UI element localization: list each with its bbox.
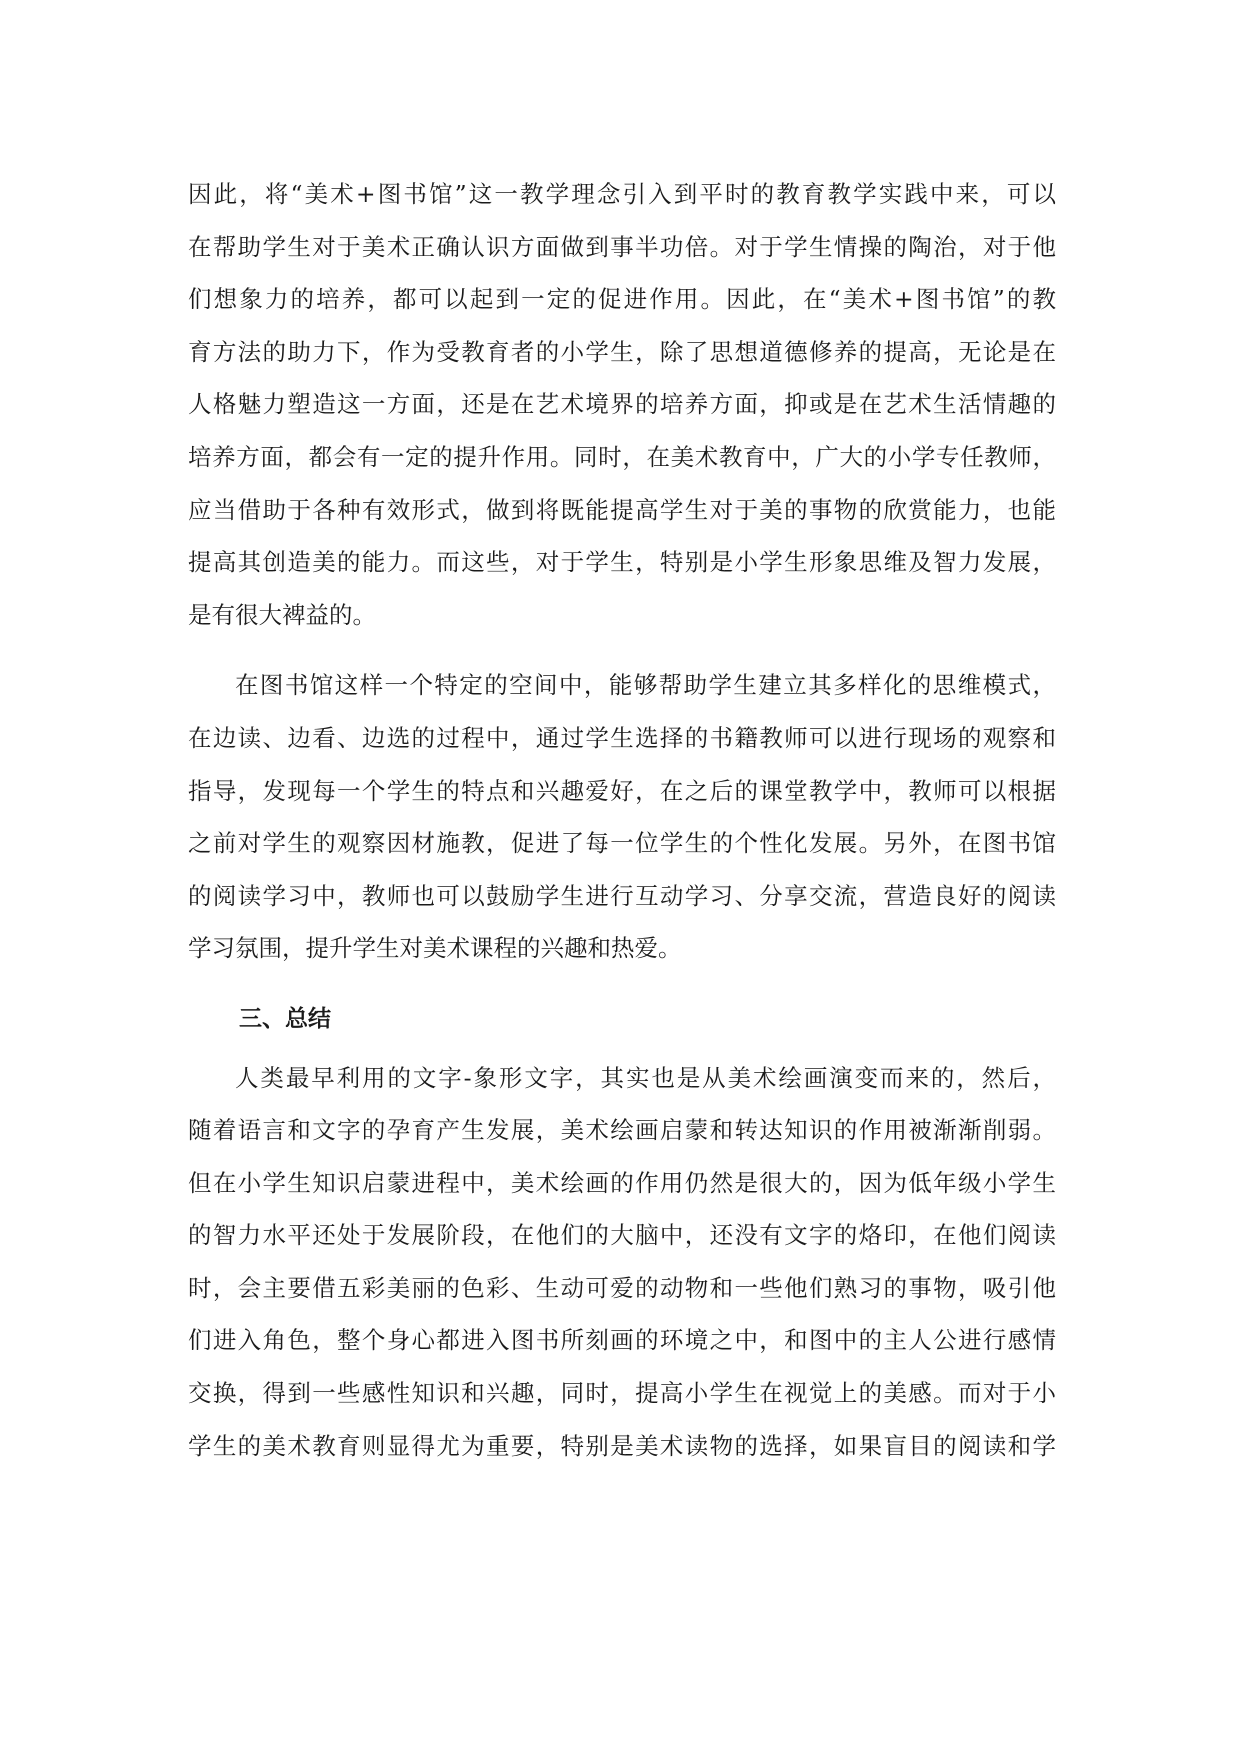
- paragraph-1-line: 人格魅力塑造这一方面，还是在艺术境界的培养方面，抑或是在艺术生活情趣的: [188, 390, 1056, 419]
- paragraph-1: [188, 168, 1056, 641]
- section-heading: 三、总结: [239, 1005, 331, 1032]
- paragraph-3-line: 人类最早利用的文字-象形文字，其实也是从美术绘画演变而来的，然后，: [235, 1063, 1056, 1092]
- paragraph-1-line: 培养方面，都会有一定的提升作用。同时，在美术教育中，广大的小学专任教师，: [188, 442, 1056, 471]
- paragraph-3-line: 但在小学生知识启蒙进程中，美术绘画的作用仍然是很大的，因为低年级小学生: [188, 1168, 1056, 1197]
- paragraph-3: [188, 1052, 1056, 1473]
- paragraph-3-line: 交换，得到一些感性知识和兴趣，同时，提高小学生在视觉上的美感。而对于小: [188, 1379, 1056, 1408]
- paragraph-2-line: 的阅读学习中，教师也可以鼓励学生进行互动学习、分享交流，营造良好的阅读: [188, 881, 1056, 910]
- paragraph-3-line: 们进入角色，整个身心都进入图书所刻画的环境之中，和图中的主人公进行感情: [188, 1326, 1056, 1355]
- paragraph-3-line: 的智力水平还处于发展阶段，在他们的大脑中，还没有文字的烙印，在他们阅读: [188, 1221, 1056, 1250]
- paragraph-3-line: 随着语言和文字的孕育产生发展，美术绘画启蒙和转达知识的作用被渐渐削弱。: [188, 1116, 1056, 1145]
- paragraph-1-line: 因此，将“美术+图书馆”这一教学理念引入到平时的教育教学实践中来，可以: [188, 180, 1056, 208]
- paragraph-1-line: 们想象力的培养，都可以起到一定的促进作用。因此，在“美术+图书馆”的教: [188, 285, 1056, 314]
- paragraph-2-line: 学习氛围，提升学生对美术课程的兴趣和热爱。: [188, 934, 682, 963]
- paragraph-1-line: 育方法的助力下，作为受教育者的小学生，除了思想道德修养的提高，无论是在: [188, 337, 1056, 366]
- paragraph-1-line: 是有很大裨益的。: [188, 600, 376, 629]
- paragraph-3-line: 时，会主要借五彩美丽的色彩、生动可爱的动物和一些他们熟习的事物，吸引他: [188, 1273, 1056, 1302]
- paragraph-1-line: 在帮助学生对于美术正确认识方面做到事半功倍。对于学生情操的陶治，对于他: [188, 232, 1056, 261]
- paragraph-1-line: 提高其创造美的能力。而这些，对于学生，特别是小学生形象思维及智力发展，: [188, 548, 1056, 577]
- paragraph-2-line: 在图书馆这样一个特定的空间中，能够帮助学生建立其多样化的思维模式，: [235, 671, 1056, 700]
- paragraph-2-line: 在边读、边看、边选的过程中，通过学生选择的书籍教师可以进行现场的观察和: [188, 723, 1056, 752]
- paragraph-2: [188, 659, 1056, 975]
- paragraph-3-line: 学生的美术教育则显得尤为重要，特别是美术读物的选择，如果盲目的阅读和学: [188, 1431, 1056, 1460]
- document-page: [188, 168, 1056, 1472]
- paragraph-2-line: 之前对学生的观察因材施教，促进了每一位学生的个性化发展。另外，在图书馆: [188, 829, 1056, 858]
- paragraph-1-line: 应当借助于各种有效形式，做到将既能提高学生对于美的事物的欣赏能力，也能: [188, 495, 1056, 524]
- paragraph-2-line: 指导，发现每一个学生的特点和兴趣爱好，在之后的课堂教学中，教师可以根据: [188, 776, 1056, 805]
- paragraph-spacer: [188, 641, 1056, 659]
- paragraph-spacer: [188, 975, 1056, 993]
